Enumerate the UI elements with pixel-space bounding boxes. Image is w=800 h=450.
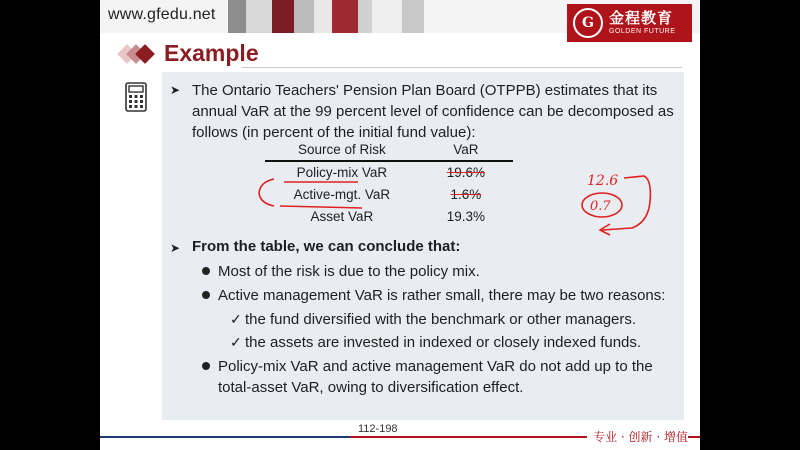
table-cell: Active-mgt. VaR: [293, 187, 391, 202]
logo-english-name: GOLDEN FUTURE: [609, 28, 676, 35]
list-item: Active management VaR is rather small, there may be two reasons:: [218, 287, 666, 304]
check-icon: ✓: [230, 311, 242, 327]
content-panel: [162, 72, 684, 420]
list-item: the fund diversified with the benchmark or other managers.: [245, 311, 637, 328]
table-header: Source of Risk: [265, 140, 419, 161]
table-cell: 19.3%: [446, 209, 486, 224]
logo-mark-icon: G: [573, 8, 603, 38]
header-color-blocks: [228, 0, 424, 33]
list-item: Most of the risk is due to the policy mix.: [218, 263, 480, 280]
table-cell: 19.6%: [446, 165, 486, 180]
page-title: Example: [164, 40, 259, 66]
list-item: total-asset VaR, owing to diversification effect.: [218, 379, 524, 396]
footer-slogan: 专业 · 创新 · 增值: [587, 428, 688, 445]
table-header: VaR: [419, 140, 513, 161]
bullet-dot-icon: [202, 362, 210, 370]
site-url: www.gfedu.net: [108, 6, 216, 23]
list-item: the assets are invested in indexed or closely indexed funds.: [245, 334, 642, 351]
slide: [100, 0, 700, 450]
intro-text: The Ontario Teachers' Pension Plan Board (OTPPB) estimates that its annual VaR at the 99 percent level of confidence can be decomposed as follows (in percent of the initial fund value):: [192, 82, 674, 141]
handwritten-value: 12.6: [587, 173, 619, 189]
page-number: 112-198: [358, 423, 398, 435]
table-cell: Asset VaR: [310, 209, 374, 224]
check-icon: ✓: [230, 334, 242, 350]
arrow-bullet-icon: ➤: [170, 83, 181, 97]
table-cell: Policy-mix VaR: [296, 165, 388, 180]
arrow-bullet-icon: ➤: [170, 241, 181, 255]
handwritten-annotations: [162, 72, 684, 242]
bullet-dot-icon: [202, 267, 210, 275]
brand-logo: [567, 4, 692, 42]
handwritten-value: 0.7: [590, 199, 611, 214]
bullet-dot-icon: [202, 291, 210, 299]
diamond-decoration-icon: [118, 42, 158, 66]
conclusion-heading: From the table, we can conclude that:: [192, 238, 461, 255]
title-underline: [242, 67, 682, 68]
list-item: Policy-mix VaR and active management VaR do not add up to the: [218, 358, 653, 375]
logo-chinese-name: 金程教育: [609, 9, 674, 27]
calculator-icon: [125, 82, 147, 112]
header-bar: [100, 0, 700, 33]
table-cell: 1.6%: [450, 187, 482, 202]
